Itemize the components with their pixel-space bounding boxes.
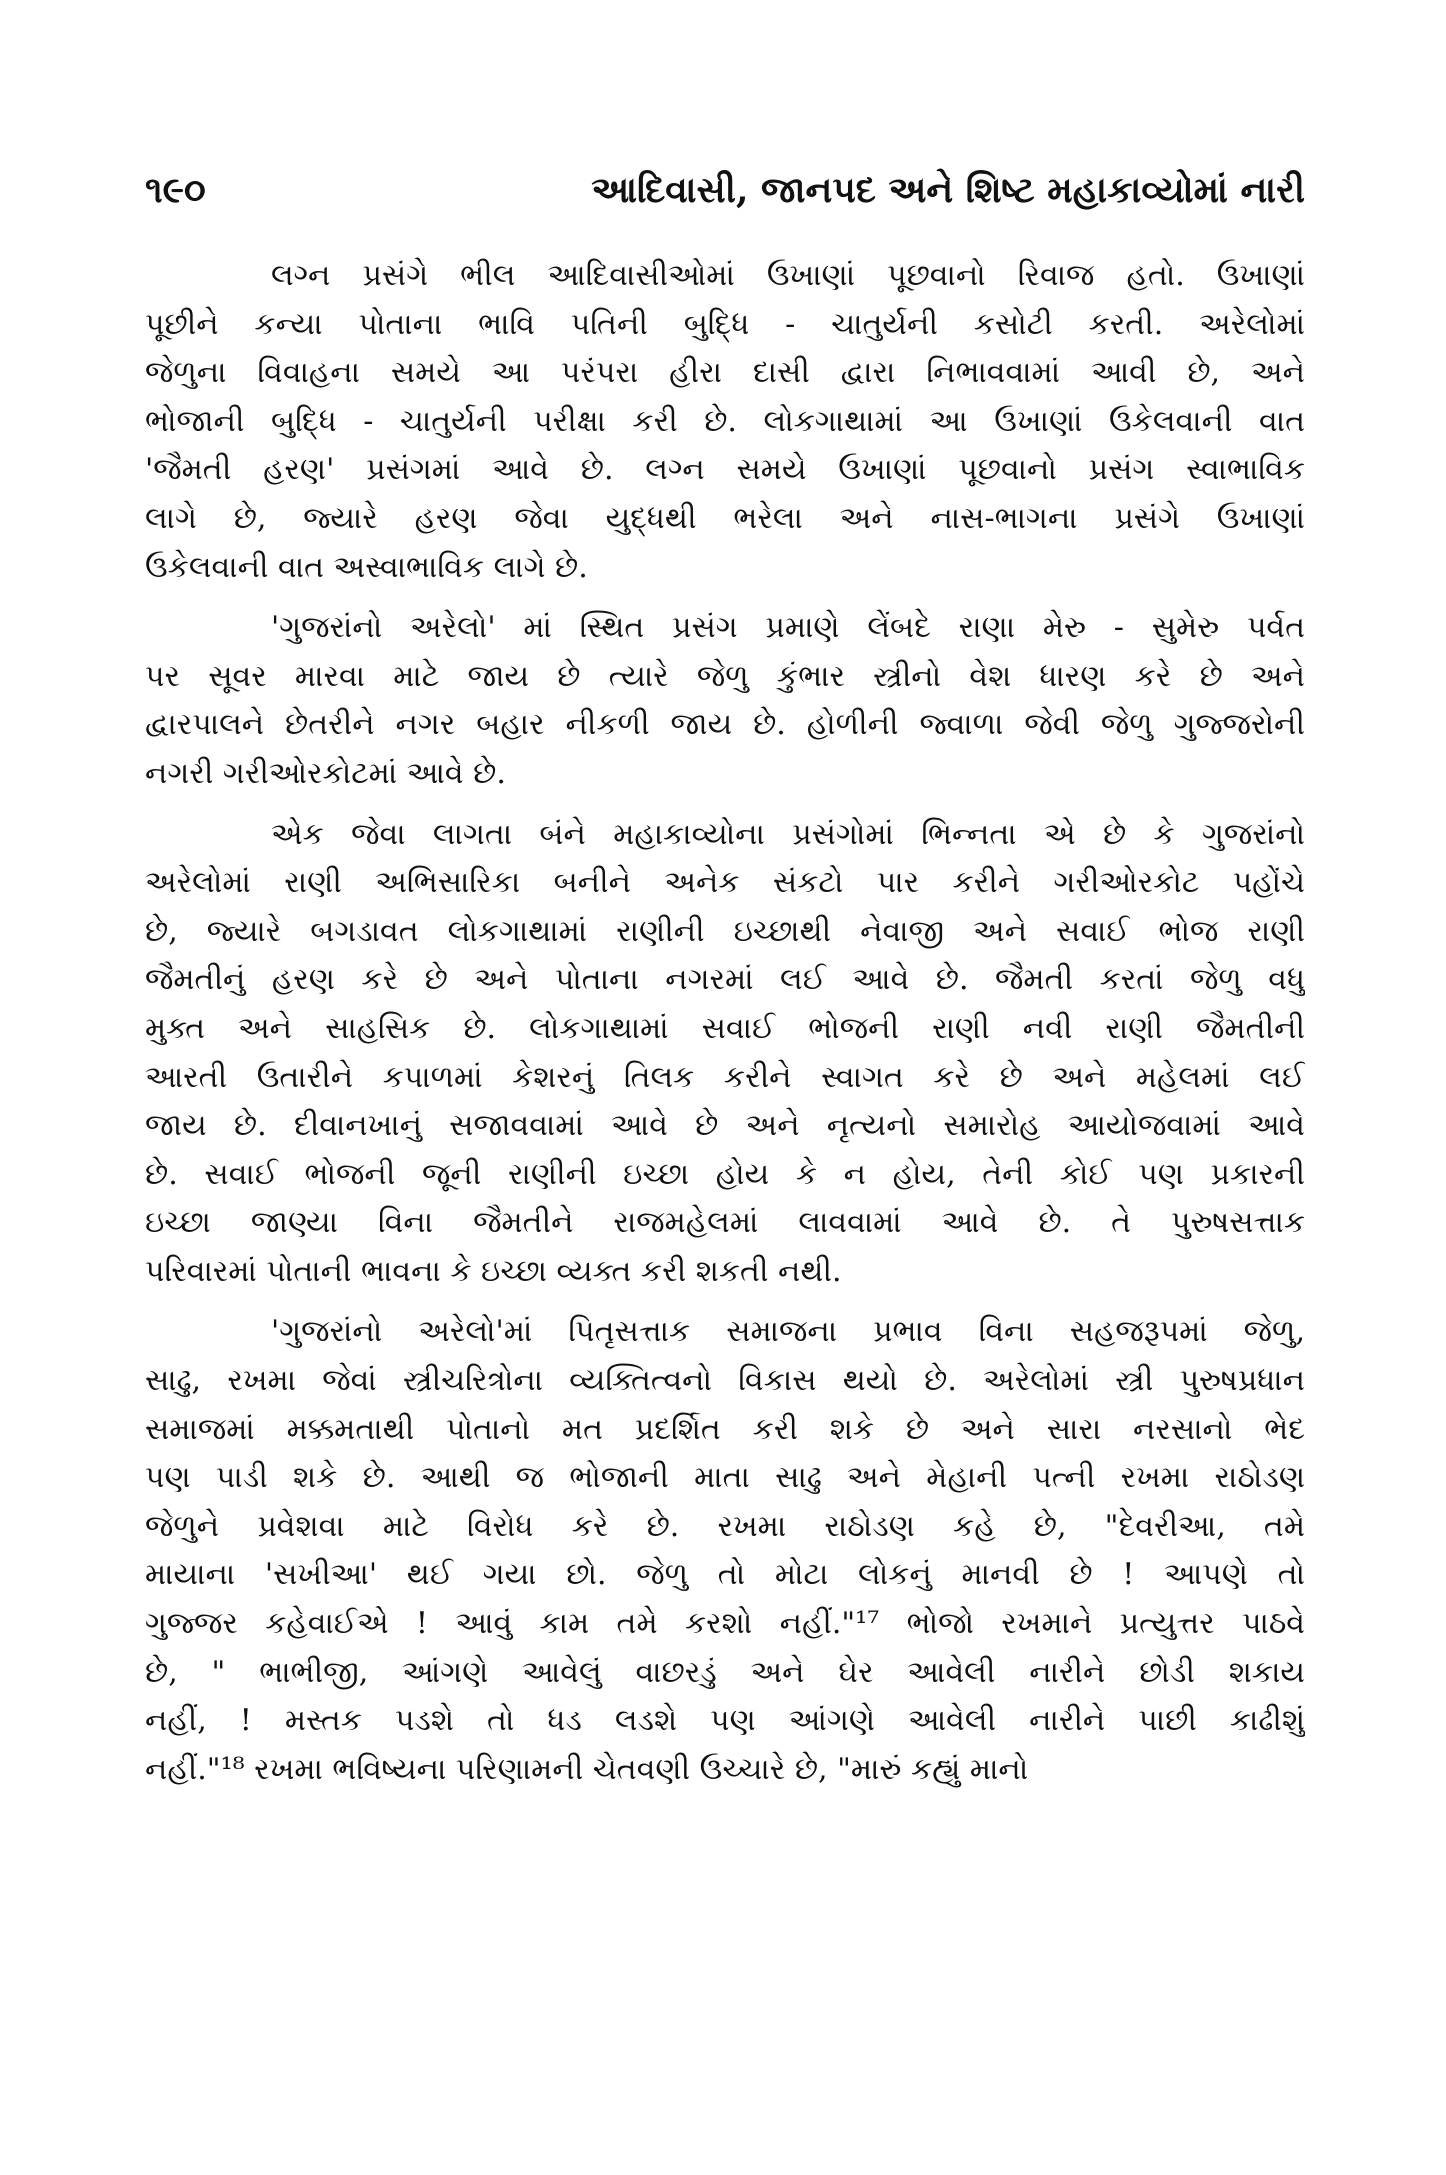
text-line: પરિવારમાં પોતાની ભાવના કે ઇચ્છા વ્યક્ત કરી શકતી નથી. <box>145 1253 842 1289</box>
text-line: લાગે છે, જ્યારે હરણ જેવા યુદ્ધથી ભરેલા અને નાસ-ભાગના પ્રસંગે ઉખાણાં <box>145 500 1305 536</box>
text-line: છે. સવાઈ ભોજની જૂની રાણીની ઇચ્છા હોય કે ન હોય, તેની કોઈ પણ પ્રકારની <box>145 1156 1305 1192</box>
paragraph-spacer <box>145 799 1305 811</box>
text-line: પૂછીને કન્યા પોતાના ભાવિ પતિની બુદ્ધિ - ચાતુર્યની કસોટી કરતી. અરેલોમાં <box>145 306 1305 342</box>
text-line: 'ગુજરાંનો અરેલો' માં સ્થિત પ્રસંગ પ્રમાણે લેંબદે રાણા મેરુ - સુમેરુ પર્વત <box>271 610 1305 646</box>
text-line: જૈમતીનું હરણ કરે છે અને પોતાના નગરમાં લઈ આવે છે. જૈમતી કરતાં જેળુ વધુ <box>145 962 1305 998</box>
text-line: આરતી ઉતારીને કપાળમાં કેશરનું તિલક કરીને સ્વાગત કરે છે અને મહેલમાં લઈ <box>145 1059 1305 1095</box>
page-number: ૧૯૦ <box>145 169 206 211</box>
text-line: સમાજમાં મક્કમતાથી પોતાનો મત પ્રદર્શિત કરી શકે છે અને સારા નરસાનો ભેદ <box>145 1411 1305 1447</box>
text-line: લગ્ન પ્રસંગે ભીલ આદિવાસીઓમાં ઉખાણાં પૂછવાનો રિવાજ હતો. ઉખાણાં <box>271 258 1305 293</box>
text-line: 'જૈમતી હરણ' પ્રસંગમાં આવે છે. લગ્ન સમયે ઉખાણાં પૂછવાનો પ્રસંગ સ્વાભાવિક <box>145 452 1305 488</box>
paragraph-spacer <box>145 592 1305 604</box>
text-line: માયાના 'સખીઆ' થઈ ગયા છો. જેળુ તો મોટા લોકનું માનવી છે ! આપણે તો <box>145 1557 1305 1593</box>
text-line: જેળુના વિવાહના સમયે આ પરંપરા હીરા દાસી દ્વારા નિભાવવામાં આવી છે, અને <box>145 355 1305 391</box>
text-line: છે, " ભાભીજી, આંગણે આવેલું વાછરડું અને ઘેર આવેલી નારીને છોડી શકાય <box>145 1654 1305 1690</box>
text-line: મુક્ત અને સાહસિક છે. લોકગાથામાં સવાઈ ભોજની રાણી નવી રાણી જૈમતીની <box>145 1010 1305 1046</box>
text-line: જાય છે. દીવાનખાનું સજાવવામાં આવે છે અને નૃત્યનો સમારોહ આયોજવામાં આવે <box>145 1108 1305 1144</box>
text-line: નગરી ગરીઓરકોટમાં આવે છે. <box>145 755 506 791</box>
body-text <box>145 252 1305 1794</box>
text-line: જેળુને પ્રવેશવા માટે વિરોધ કરે છે. રખમા રાઠોડણ કહે છે, "દેવરીઆ, તમે <box>145 1508 1305 1544</box>
text-line: ઉકેલવાની વાત અસ્વાભાવિક લાગે છે. <box>145 549 588 585</box>
text-line: ભોજાની બુદ્ધિ - ચાતુર્યની પરીક્ષા કરી છે. લોકગાથામાં આ ઉખાણાં ઉકેલવાની વાત <box>145 403 1305 439</box>
text-line: ગુજ્જર કહેવાઈએ ! આવું કામ તમે કરશો નહીં."¹⁷ ભોજો રખમાને પ્રત્યુત્તર પાઠવે <box>145 1606 1305 1642</box>
text-line: અરેલોમાં રાણી અભિસારિકા બનીને અનેક સંકટો પાર કરીને ગરીઓરકોટ પહોંચે <box>145 865 1305 901</box>
running-title: આદિવાસી, જાનપદ અને શિષ્ટ મહાકાવ્યોમાં નારી <box>591 169 1305 211</box>
paragraph <box>145 604 1305 798</box>
paragraph-spacer <box>145 1296 1305 1308</box>
text-line: સાઢુ, રખમા જેવાં સ્ત્રીચરિત્રોના વ્યક્તિત્વનો વિકાસ થયો છે. અરેલોમાં સ્ત્રી પુરુષપ્રધાન <box>145 1363 1305 1399</box>
text-line: ઇચ્છા જાણ્યા વિના જૈમતીને રાજમહેલમાં લાવવામાં આવે છે. તે પુરુષસત્તાક <box>145 1205 1305 1241</box>
text-line: નહીં, ! મસ્તક પડશે તો ધડ લડશે પણ આંગણે આવેલી નારીને પાછી કાઢીશું <box>145 1703 1305 1739</box>
paragraph <box>145 1308 1305 1794</box>
paragraph <box>145 252 1305 592</box>
text-line: 'ગુજરાંનો અરેલો'માં પિતૃસત્તાક સમાજના પ્રભાવ વિના સહજરૂપમાં જેળુ, <box>271 1314 1305 1350</box>
text-line: નહીં."¹⁸ રખમા ભવિષ્યના પરિણામની ચેતવણી ઉચ્ચારે છે, "મારું કહ્યું માનો <box>145 1751 1029 1787</box>
text-line: દ્વારપાલને છેતરીને નગર બહાર નીકળી જાય છે. હોળીની જ્વાળા જેવી જેળુ ગુજ્જરોની <box>145 707 1305 743</box>
paragraph <box>145 811 1305 1297</box>
text-line: પણ પાડી શકે છે. આથી જ ભોજાની માતા સાઢુ અને મેહાની પત્ની રખમા રાઠોડણ <box>145 1460 1305 1496</box>
text-line: પર સૂવર મારવા માટે જાય છે ત્યારે જેળુ કુંભાર સ્ત્રીનો વેશ ધારણ કરે છે અને <box>145 658 1305 694</box>
text-line: એક જેવા લાગતા બંને મહાકાવ્યોના પ્રસંગોમાં ભિન્નતા એ છે કે ગુજરાંનો <box>271 816 1305 852</box>
page-header <box>145 160 1305 220</box>
text-line: છે, જ્યારે બગડાવત લોકગાથામાં રાણીની ઇચ્છાથી નેવાજી અને સવાઈ ભોજ રાણી <box>145 913 1305 949</box>
